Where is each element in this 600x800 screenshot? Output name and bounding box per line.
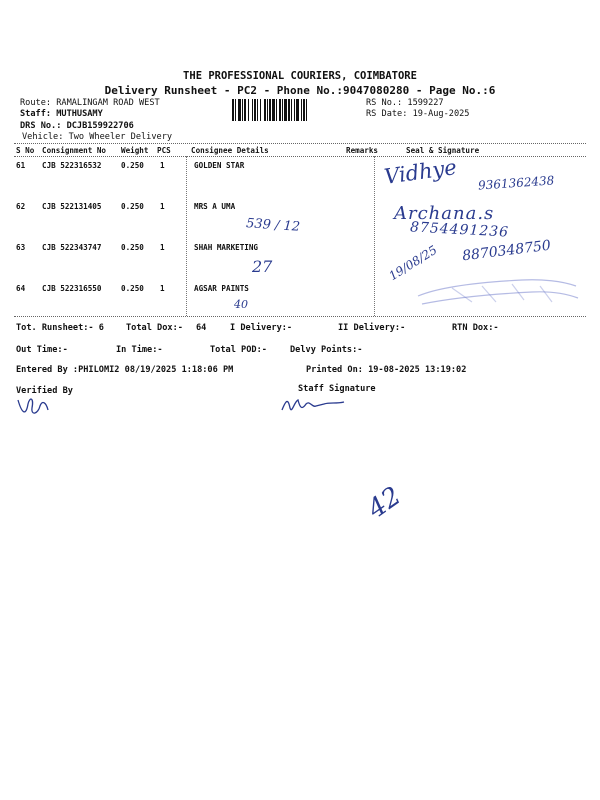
- i-delivery-label: I Delivery:-: [230, 323, 293, 333]
- staff-signature-label: Staff Signature: [298, 384, 376, 394]
- out-time-label: Out Time:-: [16, 345, 68, 355]
- remarks-divider: [374, 156, 375, 316]
- row-weight: 0.250: [121, 161, 144, 170]
- route-label: Route: RAMALINGAM ROAD WEST: [20, 98, 160, 108]
- ii-delivery-label: II Delivery:-: [338, 323, 406, 333]
- row-sno: 63: [16, 243, 26, 252]
- handwritten-note: 27: [252, 257, 273, 276]
- table-header-rule: [14, 156, 586, 157]
- table-bottom-rule: [14, 316, 586, 317]
- col-header-consignee: Consignee Details: [191, 146, 269, 155]
- row-consignment: CJB 522316550: [42, 284, 102, 293]
- total-runsheet: Tot. Runsheet:- 6: [16, 323, 104, 333]
- row-pcs: 1: [160, 202, 165, 211]
- delvy-points-label: Delvy Points:-: [290, 345, 363, 355]
- runsheet-subtitle: Delivery Runsheet - PC2 - Phone No.:9047080280 - Page No.:6: [104, 84, 496, 97]
- company-title: THE PROFESSIONAL COURIERS, COIMBATORE: [183, 70, 417, 82]
- row-weight: 0.250: [121, 202, 144, 211]
- col-header-remarks: Remarks: [346, 146, 379, 155]
- row-consignee: MRS A UMA: [194, 202, 236, 211]
- handwritten-note: 40: [234, 298, 248, 311]
- total-pod-label: Total POD:-: [210, 345, 267, 355]
- printed-on: Printed On: 19-08-2025 13:19:02: [306, 365, 467, 375]
- runsheet-barcode: [232, 99, 358, 121]
- row-pcs: 1: [160, 243, 165, 252]
- row-weight: 0.250: [121, 284, 144, 293]
- verified-by-label: Verified By: [16, 386, 73, 396]
- col-header-pcs: PCS: [157, 146, 171, 155]
- col-header-sno: S No: [16, 146, 35, 155]
- drs-label: DRS No.: DCJB159922706: [20, 121, 134, 131]
- col-header-consignment: Consignment No: [42, 146, 107, 155]
- rs-number: RS No.: 1599227: [366, 98, 444, 108]
- handwritten-note: 539 / 12: [245, 216, 301, 235]
- row-consignment: CJB 522343747: [42, 243, 102, 252]
- row-sno: 64: [16, 284, 26, 293]
- col-header-weight: Weight: [121, 146, 149, 155]
- vehicle-label: Vehicle: Two Wheeler Delivery: [22, 132, 173, 142]
- rtn-dox-label: RTN Dox:-: [452, 323, 499, 333]
- consignee-divider: [186, 156, 187, 316]
- handwritten-phone: 8870348750: [461, 237, 552, 265]
- row-sno: 62: [16, 202, 26, 211]
- row-sno: 61: [16, 161, 26, 170]
- handwritten-date: 19/08/25: [386, 242, 440, 284]
- row-consignee: SHAH MARKETING: [194, 243, 259, 252]
- col-header-seal: Seal & Signature: [406, 146, 480, 155]
- row-consignee: GOLDEN STAR: [194, 161, 245, 170]
- row-consignee: AGSAR PAINTS: [194, 284, 249, 293]
- handwritten-phone: 8754491236: [409, 219, 510, 241]
- row-consignment: CJB 522131405: [42, 202, 102, 211]
- handwritten-signature: Archana.s: [394, 203, 495, 224]
- row-weight: 0.250: [121, 243, 144, 252]
- row-pcs: 1: [160, 284, 165, 293]
- total-dox-label: Total Dox:-: [126, 323, 183, 333]
- row-consignment: CJB 522316532: [42, 161, 102, 170]
- staff-label: Staff: MUTHUSAMY: [20, 109, 103, 119]
- handwritten-page-note: 42: [362, 481, 407, 525]
- rs-date: RS Date: 19-Aug-2025: [366, 109, 470, 119]
- delivery-stamp: [412, 268, 580, 312]
- entered-by: Entered By :PHILOMI2 08/19/2025 1:18:06 PM: [16, 365, 234, 375]
- row-pcs: 1: [160, 161, 165, 170]
- table-top-rule: [14, 143, 586, 144]
- barcode-bar: [307, 99, 310, 121]
- in-time-label: In Time:-: [116, 345, 163, 355]
- verifier-signature: [14, 392, 54, 420]
- total-dox-value: 64: [196, 323, 207, 333]
- handwritten-phone: 9361362438: [477, 173, 555, 193]
- handwritten-signature: Vidhye: [382, 155, 459, 189]
- staff-signature: [280, 394, 350, 416]
